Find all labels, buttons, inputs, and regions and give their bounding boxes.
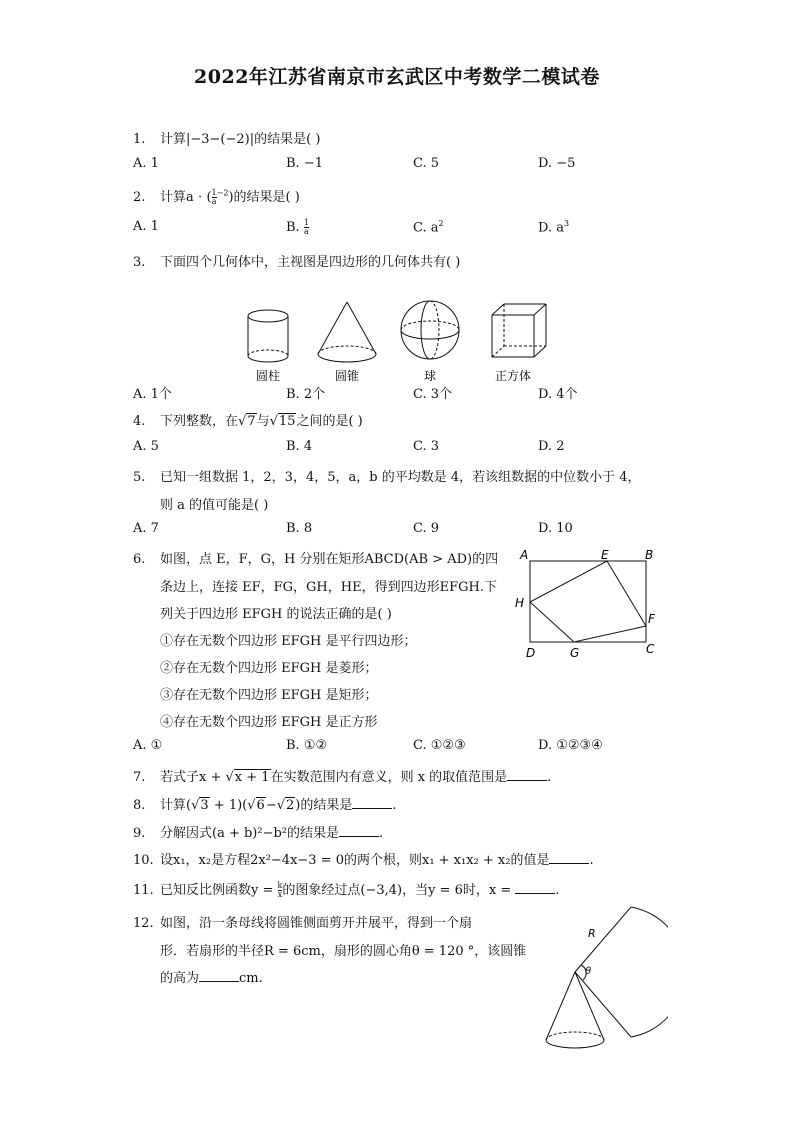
sphere-shape bbox=[401, 301, 459, 359]
question-text: + 1)( bbox=[209, 798, 248, 813]
label-f: F bbox=[648, 612, 655, 626]
label-c: C bbox=[646, 642, 655, 656]
answer-blank[interactable] bbox=[352, 797, 392, 809]
option-b[interactable]: B. 4 bbox=[286, 439, 313, 454]
option-b[interactable]: B. ①② bbox=[286, 738, 328, 753]
question-12 bbox=[133, 912, 472, 931]
question-4: 4. 下列整数，在√7与√15之间的是( ) bbox=[133, 414, 363, 429]
cone-shape bbox=[318, 302, 376, 362]
question-text: )的结果是 bbox=[295, 798, 353, 813]
radicand: 7 bbox=[247, 414, 256, 429]
option-b[interactable] bbox=[286, 219, 309, 236]
fraction-numerator: 1 bbox=[303, 218, 309, 227]
label-b: B bbox=[645, 548, 654, 562]
option-b[interactable]: B. 8 bbox=[286, 521, 313, 536]
question-end: . bbox=[392, 798, 397, 813]
question-end: . bbox=[589, 853, 594, 868]
option-c[interactable] bbox=[413, 219, 444, 235]
exponent: −2 bbox=[216, 188, 229, 198]
label-theta: θ bbox=[585, 966, 592, 977]
answer-blank[interactable] bbox=[549, 852, 589, 864]
label-r: R bbox=[588, 927, 596, 940]
question-number: 7. bbox=[133, 770, 146, 785]
radicand: 6 bbox=[256, 798, 265, 813]
cone-generatrix-right bbox=[575, 972, 604, 1040]
question-text: 下列整数，在 bbox=[160, 414, 239, 429]
question-number: 1. bbox=[133, 132, 146, 147]
question-5 bbox=[133, 466, 641, 485]
question-text: 计算|−3−(−2)|的结果是( ) bbox=[160, 132, 321, 147]
exponent: 2 bbox=[438, 219, 444, 228]
statement-4: ④存在无数个四边形 EFGH 是正方形 bbox=[160, 715, 378, 730]
option-d[interactable] bbox=[538, 219, 569, 235]
option-c[interactable]: C. 5 bbox=[413, 156, 440, 171]
shape-label-cube: 正方体 bbox=[494, 369, 532, 383]
option-b[interactable]: B. −1 bbox=[286, 156, 323, 171]
question-text: cm. bbox=[239, 971, 263, 986]
answer-blank[interactable] bbox=[515, 882, 555, 894]
question-text: 的图象经过点(−3,4)，当y = 6时，x = bbox=[282, 883, 516, 898]
fraction-numerator: k bbox=[277, 881, 283, 890]
question-11 bbox=[133, 879, 560, 899]
question-number: 8. bbox=[133, 798, 146, 813]
option-b[interactable]: B. 2个 bbox=[286, 387, 326, 402]
option-d[interactable]: D. 2 bbox=[538, 439, 565, 454]
cube-shape bbox=[492, 304, 546, 357]
sector-cone-figure bbox=[538, 902, 668, 1062]
option-c[interactable]: C. ①②③ bbox=[413, 738, 466, 753]
question-number: 12. bbox=[133, 916, 154, 931]
fraction bbox=[304, 219, 309, 236]
question-text: 下面四个几何体中，主视图是四边形的几何体共有( ) bbox=[160, 255, 461, 270]
option-a[interactable]: A. ① bbox=[133, 738, 163, 753]
label-h: H bbox=[515, 596, 525, 610]
question-number: 6. bbox=[133, 552, 146, 567]
label-d: D bbox=[526, 646, 536, 660]
question-8: 8. 计算(√3 + 1)(√6−√2)的结果是 . bbox=[133, 798, 397, 813]
question-3 bbox=[133, 251, 460, 270]
question-6 bbox=[133, 548, 498, 567]
question-end: . bbox=[555, 883, 560, 898]
radicand: 15 bbox=[278, 414, 296, 429]
question-7: 7. 若式子x + √x + 1在实数范围内有意义，则 x 的取值范围是 . bbox=[133, 770, 552, 785]
radicand: 2 bbox=[286, 798, 295, 813]
question-text: 之间的是( ) bbox=[296, 414, 363, 429]
question-2 bbox=[133, 186, 300, 206]
option-d[interactable]: D. −5 bbox=[538, 156, 576, 171]
question-text: 已知一组数据 1，2，3，4，5，a，b 的平均数是 4，若该组数据的中位数小于 4， bbox=[160, 470, 641, 485]
option-a[interactable]: A. 1个 bbox=[133, 387, 172, 402]
question-number: 4. bbox=[133, 414, 146, 429]
shape-label-sphere: 球 bbox=[423, 369, 437, 383]
question-text: 若式子x + bbox=[160, 770, 226, 785]
option-c[interactable]: C. 3 bbox=[413, 439, 440, 454]
question-12-line-3 bbox=[160, 967, 263, 986]
label-a: A bbox=[520, 548, 529, 562]
option-c[interactable]: C. 9 bbox=[413, 521, 440, 536]
option-d[interactable]: D. 10 bbox=[538, 521, 573, 536]
question-text: 分解因式(a + b)²−b²的结果是 bbox=[160, 826, 340, 841]
question-text: 已知反比例函数y = bbox=[160, 883, 278, 898]
statement-1: ①存在无数个四边形 EFGH 是平行四边形； bbox=[160, 634, 417, 649]
answer-blank[interactable] bbox=[507, 769, 547, 781]
question-text-post: )的结果是( ) bbox=[228, 190, 300, 205]
question-1 bbox=[133, 128, 320, 147]
sector-edge bbox=[575, 972, 631, 1037]
solids-figure bbox=[230, 298, 570, 386]
cone-base-front bbox=[546, 1040, 604, 1048]
fraction-numerator: 1 bbox=[211, 188, 217, 197]
shape-label-cylinder: 圆柱 bbox=[255, 369, 281, 383]
question-6-line-3: 列关于四边形 EFGH 的说法正确的是( ) bbox=[160, 607, 392, 622]
option-a[interactable]: A. 1 bbox=[133, 156, 159, 171]
page-title: 2022年江苏省南京市玄武区中考数学二模试卷 bbox=[194, 66, 600, 88]
statement-2: ②存在无数个四边形 EFGH 是菱形； bbox=[160, 661, 378, 676]
option-d[interactable]: D. 4个 bbox=[538, 387, 578, 402]
option-c[interactable]: C. 3个 bbox=[413, 387, 453, 402]
question-text: 如图，沿一条母线将圆锥侧面剪开并展平，得到一个扇 bbox=[160, 916, 473, 931]
question-6-line-2: 条边上，连接 EF，FG，GH，HE，得到四边形EFGH.下 bbox=[160, 580, 497, 595]
cylinder-shape bbox=[248, 310, 288, 362]
question-text: 如图，点 E，F，G，H 分别在矩形ABCD(AB > AD)的四 bbox=[160, 552, 499, 567]
question-10 bbox=[133, 849, 594, 868]
question-text: − bbox=[265, 798, 277, 813]
question-text: 计算( bbox=[160, 798, 192, 813]
option-label: C. a bbox=[413, 220, 439, 236]
quadrilateral-efgh bbox=[530, 561, 646, 642]
question-number: 5. bbox=[133, 470, 146, 485]
option-label: B. bbox=[286, 220, 304, 235]
question-9 bbox=[133, 822, 383, 841]
fraction-denominator: x bbox=[277, 890, 283, 899]
answer-blank[interactable] bbox=[339, 825, 379, 837]
question-text: 在实数范围内有意义，则 x 的取值范围是 bbox=[270, 770, 508, 785]
statement-3: ③存在无数个四边形 EFGH 是矩形； bbox=[160, 688, 378, 703]
question-number: 3. bbox=[133, 255, 146, 270]
radicand: 3 bbox=[200, 798, 209, 813]
question-number: 2. bbox=[133, 190, 146, 205]
question-text-pre: 计算a ⋅ ( bbox=[160, 190, 212, 205]
exponent: 3 bbox=[563, 219, 570, 228]
question-12-line-2: 形．若扇形的半径R = 6cm，扇形的圆心角θ = 120 °，该圆锥 bbox=[160, 944, 527, 959]
question-text: 与 bbox=[256, 414, 270, 429]
fraction-denominator: a bbox=[211, 197, 217, 206]
radicand: x + 1 bbox=[234, 770, 270, 785]
shape-label-cone: 圆锥 bbox=[334, 369, 360, 383]
option-label: D. a bbox=[538, 220, 564, 236]
option-d[interactable]: D. ①②③④ bbox=[538, 738, 603, 753]
question-5-line-2: 则 a 的值可能是( ) bbox=[160, 498, 269, 513]
label-e: E bbox=[601, 548, 609, 562]
question-end: . bbox=[547, 770, 552, 785]
label-g: G bbox=[570, 646, 580, 660]
question-number: 11. bbox=[133, 883, 154, 898]
cone-base-back bbox=[546, 1032, 604, 1040]
option-a[interactable]: A. 5 bbox=[133, 439, 159, 454]
question-number: 9. bbox=[133, 826, 146, 841]
cone-generatrix-left bbox=[546, 972, 575, 1040]
fraction-denominator: a bbox=[303, 227, 309, 236]
question-text: 设x₁，x₂是方程2x²−4x−3 = 0的两个根，则x₁ + x₁x₂ + x₂的值是 bbox=[160, 853, 550, 868]
rectangle-figure bbox=[512, 544, 662, 664]
question-text: 的高为 bbox=[160, 971, 200, 986]
option-a[interactable]: A. 7 bbox=[133, 521, 159, 536]
answer-blank[interactable] bbox=[199, 970, 239, 982]
question-end: . bbox=[379, 826, 384, 841]
question-number: 10. bbox=[133, 853, 154, 868]
option-a[interactable]: A. 1 bbox=[133, 219, 159, 234]
